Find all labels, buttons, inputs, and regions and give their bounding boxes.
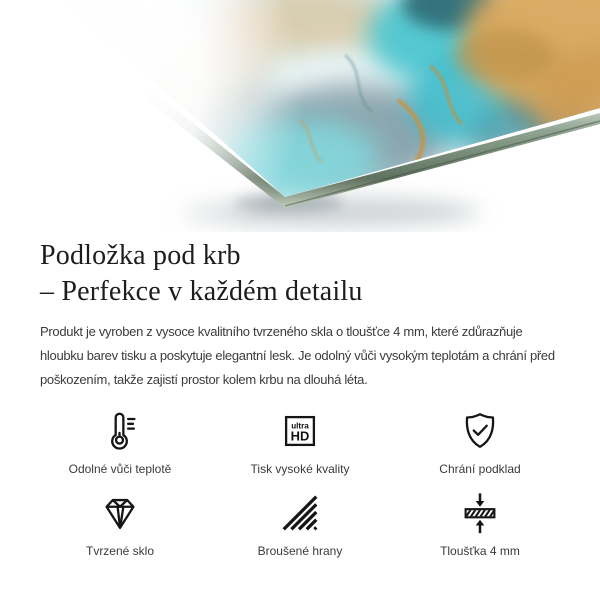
- diamond-icon: [97, 490, 143, 536]
- feature-item-protects-surface: [390, 408, 570, 476]
- feature-label: Tisk vysoké kvality: [250, 462, 350, 476]
- feature-label: Chrání podklad: [439, 462, 521, 476]
- glass-panel-render: [0, 0, 600, 232]
- polished-edges-icon: [277, 490, 323, 536]
- thickness-icon: [457, 490, 503, 536]
- product-description-section: [0, 238, 600, 392]
- feature-label: Odolné vůči teplotě: [68, 462, 172, 476]
- page-title-line1: Podložka pod krb: [40, 240, 241, 271]
- feature-item-heat-resistant: [30, 408, 210, 476]
- sparkle-icon: [451, 151, 549, 210]
- feature-grid: [0, 408, 600, 558]
- shield-check-icon: [457, 408, 503, 454]
- page-title: [40, 238, 560, 310]
- ultra-hd-icon-text-top: ultra: [291, 421, 309, 431]
- feature-item-polished-edges: [210, 490, 390, 558]
- ultra-hd-icon-text-bottom: HD: [290, 428, 310, 444]
- feature-item-thickness: [390, 490, 570, 558]
- feature-item-print-quality: [210, 408, 390, 476]
- feature-label: Broušené hrany: [257, 544, 343, 558]
- feature-label: Tvrzené sklo: [85, 544, 155, 558]
- feature-label: Tloušťka 4 mm: [440, 544, 520, 558]
- ultra-hd-icon: [277, 408, 323, 454]
- page-title-line2: – Perfekce v každém detailu: [40, 276, 363, 307]
- product-hero-image: [0, 0, 600, 232]
- product-description-text: Produkt je vyroben z vysoce kvalitního tvrzeného skla o tloušťce 4 mm, které zdůrazňuje hloubku barev tisku a poskytuje elegantní lesk. Je odolný vůči vysokým teplotám a chrání před poškozením, takže zajistí prostor kolem krbu na dlouhá léta.: [40, 324, 555, 387]
- feature-item-tempered-glass: [30, 490, 210, 558]
- thermometer-icon: [97, 408, 143, 454]
